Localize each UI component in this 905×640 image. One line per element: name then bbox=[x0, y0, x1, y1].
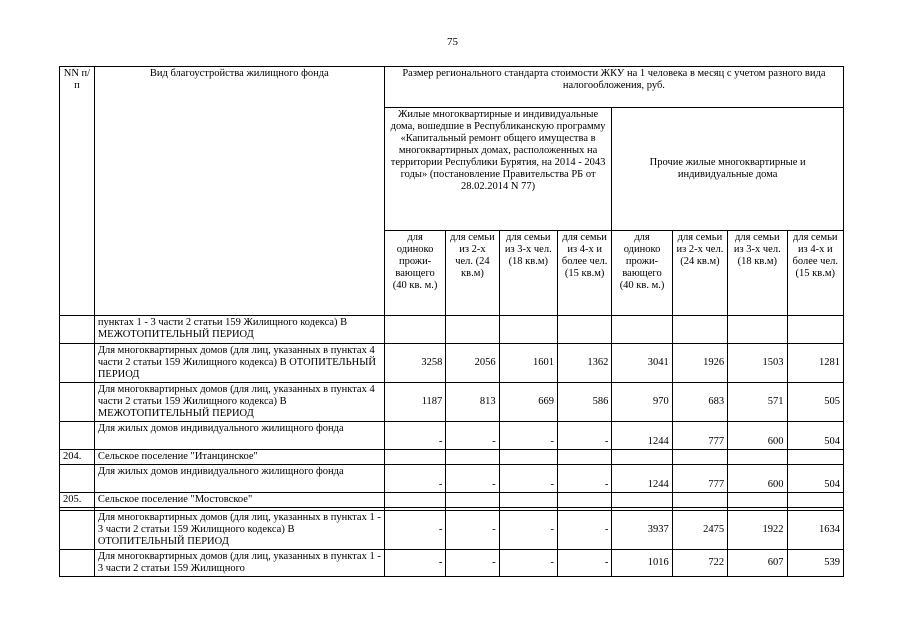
subheader: для одиноко прожи-вающего (40 кв. м.) bbox=[384, 231, 445, 316]
cell-value: 600 bbox=[728, 422, 787, 450]
cell-value bbox=[672, 493, 727, 508]
cell-value: 571 bbox=[728, 383, 787, 422]
cell-value: 777 bbox=[672, 465, 727, 493]
cell-value bbox=[672, 450, 727, 465]
cell-value bbox=[612, 493, 672, 508]
cell-value bbox=[446, 450, 499, 465]
cell-value: - bbox=[558, 465, 612, 493]
cell-value bbox=[384, 316, 445, 344]
table-row bbox=[60, 383, 844, 422]
row-num bbox=[60, 511, 95, 550]
header-type: Вид благоустройства жилищного фонда bbox=[94, 67, 384, 316]
cell-value bbox=[558, 450, 612, 465]
cell-value: - bbox=[558, 550, 612, 577]
cell-value: - bbox=[499, 465, 557, 493]
cell-value: 777 bbox=[672, 422, 727, 450]
cell-value bbox=[446, 316, 499, 344]
cell-value: 970 bbox=[612, 383, 672, 422]
row-desc: Сельское поселение "Итанцинское" bbox=[94, 450, 384, 465]
cell-value: 3258 bbox=[384, 344, 445, 383]
cell-value: - bbox=[499, 550, 557, 577]
row-desc: Для многоквартирных домов (для лиц, указанных в пунктах 1 - 3 части 2 статьи 159 Жилищного кодекса) В ОТОПИТЕЛЬНЫЙ ПЕРИОД bbox=[94, 511, 384, 550]
row-num bbox=[60, 422, 95, 450]
row-num bbox=[60, 383, 95, 422]
cell-value: 813 bbox=[446, 383, 499, 422]
cell-value: 1601 bbox=[499, 344, 557, 383]
row-num: 205. bbox=[60, 493, 95, 508]
header-group-other: Прочие жилые многоквартирные и индивидуальные дома bbox=[612, 108, 844, 231]
cell-value: 1634 bbox=[787, 511, 843, 550]
row-num bbox=[60, 465, 95, 493]
cell-value bbox=[384, 493, 445, 508]
cell-value: 600 bbox=[728, 465, 787, 493]
cell-value: - bbox=[384, 422, 445, 450]
cell-value bbox=[787, 450, 843, 465]
subheader: для одиноко прожи-вающего (40 кв. м.) bbox=[612, 231, 672, 316]
table-row bbox=[60, 450, 844, 465]
cell-value: 586 bbox=[558, 383, 612, 422]
cell-value: 1362 bbox=[558, 344, 612, 383]
cell-value bbox=[446, 493, 499, 508]
table-row bbox=[60, 511, 844, 550]
cell-value: - bbox=[446, 465, 499, 493]
cell-value: - bbox=[446, 550, 499, 577]
row-desc: Для жилых домов индивидуального жилищного фонда bbox=[94, 422, 384, 450]
cell-value: 669 bbox=[499, 383, 557, 422]
cell-value: - bbox=[384, 550, 445, 577]
row-num: 204. bbox=[60, 450, 95, 465]
cell-value: 1187 bbox=[384, 383, 445, 422]
cell-value: - bbox=[446, 511, 499, 550]
row-num bbox=[60, 316, 95, 344]
cell-value bbox=[384, 450, 445, 465]
cell-value: - bbox=[384, 465, 445, 493]
cell-value: 505 bbox=[787, 383, 843, 422]
header-num: NN п/п bbox=[60, 67, 95, 316]
cell-value: 683 bbox=[672, 383, 727, 422]
page-number: 75 bbox=[447, 36, 458, 48]
cell-value: - bbox=[384, 511, 445, 550]
table-row bbox=[60, 550, 844, 577]
cell-value: 1244 bbox=[612, 465, 672, 493]
subheader: для семьи из 3-х чел. (18 кв.м) bbox=[499, 231, 557, 316]
cell-value: 1926 bbox=[672, 344, 727, 383]
cell-value bbox=[728, 493, 787, 508]
cell-value bbox=[787, 493, 843, 508]
table-row bbox=[60, 316, 844, 344]
cell-value: 607 bbox=[728, 550, 787, 577]
cell-value: 1016 bbox=[612, 550, 672, 577]
cell-value: 1503 bbox=[728, 344, 787, 383]
cell-value bbox=[672, 316, 727, 344]
table-row bbox=[60, 493, 844, 508]
cell-value: 1244 bbox=[612, 422, 672, 450]
subheader: для семьи из 3-х чел. (18 кв.м) bbox=[728, 231, 787, 316]
row-desc: пунктах 1 - 3 части 2 статьи 159 Жилищного кодекса) В МЕЖОТОПИТЕЛЬНЫЙ ПЕРИОД bbox=[94, 316, 384, 344]
subheader: для семьи из 4-х и более чел. (15 кв.м) bbox=[787, 231, 843, 316]
row-desc: Для многоквартирных домов (для лиц, указанных в пунктах 4 части 2 статьи 159 Жилищного кодекса) В МЕЖОТОПИТЕЛЬНЫЙ ПЕРИОД bbox=[94, 383, 384, 422]
cell-value: - bbox=[558, 511, 612, 550]
subheader: для семьи из 2-х чел. (24 кв.м) bbox=[446, 231, 499, 316]
cell-value: 3937 bbox=[612, 511, 672, 550]
cell-value bbox=[558, 316, 612, 344]
cell-value bbox=[499, 316, 557, 344]
cell-value: 504 bbox=[787, 422, 843, 450]
cell-value: - bbox=[558, 422, 612, 450]
row-desc: Для многоквартирных домов (для лиц, указанных в пунктах 1 - 3 части 2 статьи 159 Жилищного bbox=[94, 550, 384, 577]
header-size: Размер регионального стандарта стоимости ЖКУ на 1 человека в месяц с учетом разного вида налогообложения, руб. bbox=[384, 67, 843, 108]
cell-value: - bbox=[446, 422, 499, 450]
row-desc: Для многоквартирных домов (для лиц, указанных в пунктах 4 части 2 статьи 159 Жилищного кодекса) В ОТОПИТЕЛЬНЫЙ ПЕРИОД bbox=[94, 344, 384, 383]
cell-value bbox=[499, 450, 557, 465]
cell-value bbox=[558, 493, 612, 508]
cell-value bbox=[612, 316, 672, 344]
cell-value bbox=[612, 450, 672, 465]
tariff-table bbox=[59, 66, 844, 577]
cell-value: - bbox=[499, 511, 557, 550]
cell-value: 504 bbox=[787, 465, 843, 493]
subheader: для семьи из 2-х чел. (24 кв.м) bbox=[672, 231, 727, 316]
cell-value bbox=[499, 493, 557, 508]
cell-value: 1922 bbox=[728, 511, 787, 550]
table-row bbox=[60, 465, 844, 493]
cell-value: 2056 bbox=[446, 344, 499, 383]
table-row bbox=[60, 422, 844, 450]
row-desc: Для жилых домов индивидуального жилищного фонда bbox=[94, 465, 384, 493]
table-row bbox=[60, 344, 844, 383]
row-num bbox=[60, 550, 95, 577]
cell-value: 722 bbox=[672, 550, 727, 577]
cell-value bbox=[728, 316, 787, 344]
cell-value bbox=[728, 450, 787, 465]
header-group-program: Жилые многоквартирные и индивидуальные дома, вошедшие в Республиканскую программу «Капитальный ремонт общего имущества в многоквартирных домах, расположенных на территории Республики Бурятия, на 2014 - 2043 годы» (постановление Правительства РБ от 28.02.2014 N 77) bbox=[384, 108, 611, 231]
cell-value bbox=[787, 316, 843, 344]
cell-value: 1281 bbox=[787, 344, 843, 383]
cell-value: 539 bbox=[787, 550, 843, 577]
cell-value: - bbox=[499, 422, 557, 450]
cell-value: 2475 bbox=[672, 511, 727, 550]
row-num bbox=[60, 344, 95, 383]
subheader: для семьи из 4-х и более чел. (15 кв.м) bbox=[558, 231, 612, 316]
cell-value: 3041 bbox=[612, 344, 672, 383]
row-desc: Сельское поселение "Мостовское" bbox=[94, 493, 384, 508]
